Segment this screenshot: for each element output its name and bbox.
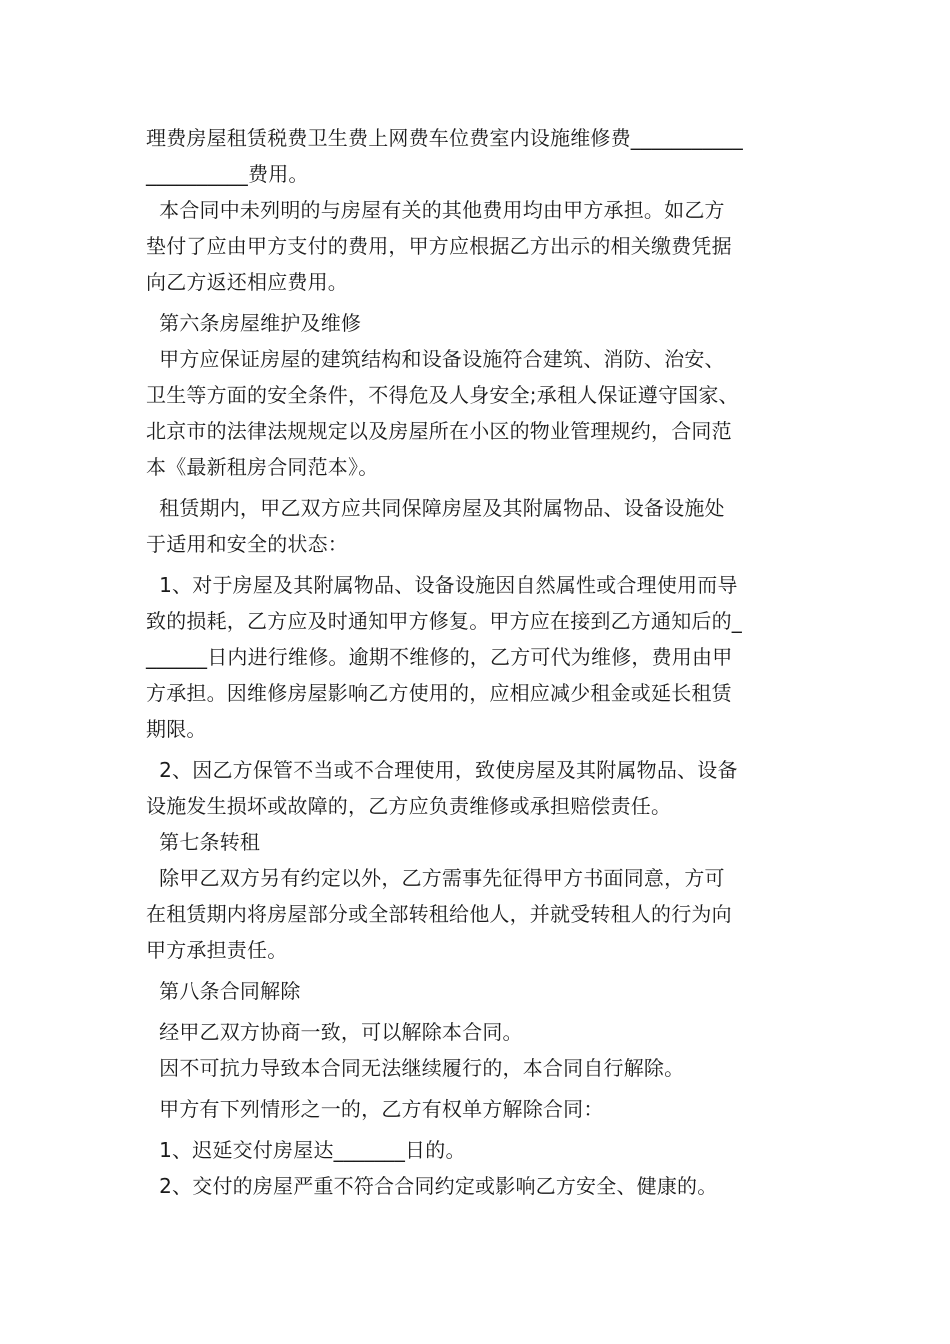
text-line: 本合同中未列明的与房屋有关的其他费用均由甲方承担。如乙方 [146,198,725,222]
section-heading: 第六条房屋维护及维修 [146,311,362,335]
section-heading: 第八条合同解除 [146,979,301,1003]
text-line: 除甲乙双方另有约定以外，乙方需事先征得甲方书面同意，方可 [146,866,725,890]
list-item: 2、因乙方保管不当或不合理使用，致使房屋及其附属物品、设备 [146,758,738,782]
text-line: 理费房屋租赁税费卫生费上网费车位费室内设施维修费___________ [146,126,743,150]
text-line: 本《最新租房合同范本》。 [146,455,379,479]
text-line: 在租赁期内将房屋部分或全部转租给他人，并就受转租人的行为向 [146,902,732,926]
text-line: 卫生等方面的安全条件，不得危及人身安全;承租人保证遵守国家、 [146,383,739,407]
section-heading: 第七条转租 [146,830,261,854]
text-line: 方承担。因维修房屋影响乙方使用的，应相应减少租金或延长租赁 [146,681,732,705]
text-line: 甲方承担责任。 [146,938,288,962]
text-line: __________费用。 [146,162,309,186]
text-line: 北京市的法律法规规定以及房屋所在小区的物业管理规约，合同范 [146,419,732,443]
text-line: 向乙方返还相应费用。 [146,270,348,294]
text-line: 因不可抗力导致本合同无法继续履行的，本合同自行解除。 [146,1056,685,1080]
text-line: 甲方有下列情形之一的，乙方有权单方解除合同： [146,1097,604,1121]
text-line: ______日内进行维修。逾期不维修的，乙方可代为维修，费用由甲 [146,645,733,669]
text-line: 期限。 [146,717,207,741]
text-line: 甲方应保证房屋的建筑结构和设备设施符合建筑、消防、治安、 [146,347,725,371]
text-line: 设施发生损坏或故障的，乙方应负责维修或承担赔偿责任。 [146,794,672,818]
list-item: 1、迟延交付房屋达_______日的。 [146,1138,466,1162]
text-line: 租赁期内，甲乙双方应共同保障房屋及其附属物品、设备设施处 [146,496,725,520]
text-line: 垫付了应由甲方支付的费用，甲方应根据乙方出示的相关缴费凭据 [146,234,732,258]
text-line: 于适用和安全的状态： [146,532,348,556]
list-item: 1、对于房屋及其附属物品、设备设施因自然属性或合理使用而导 [146,573,738,597]
text-line: 经甲乙双方协商一致，可以解除本合同。 [146,1020,523,1044]
list-item: 2、交付的房屋严重不符合合同约定或影响乙方安全、健康的。 [146,1174,718,1198]
text-line: 致的损耗，乙方应及时通知甲方修复。甲方应在接到乙方通知后的_ [146,609,742,633]
